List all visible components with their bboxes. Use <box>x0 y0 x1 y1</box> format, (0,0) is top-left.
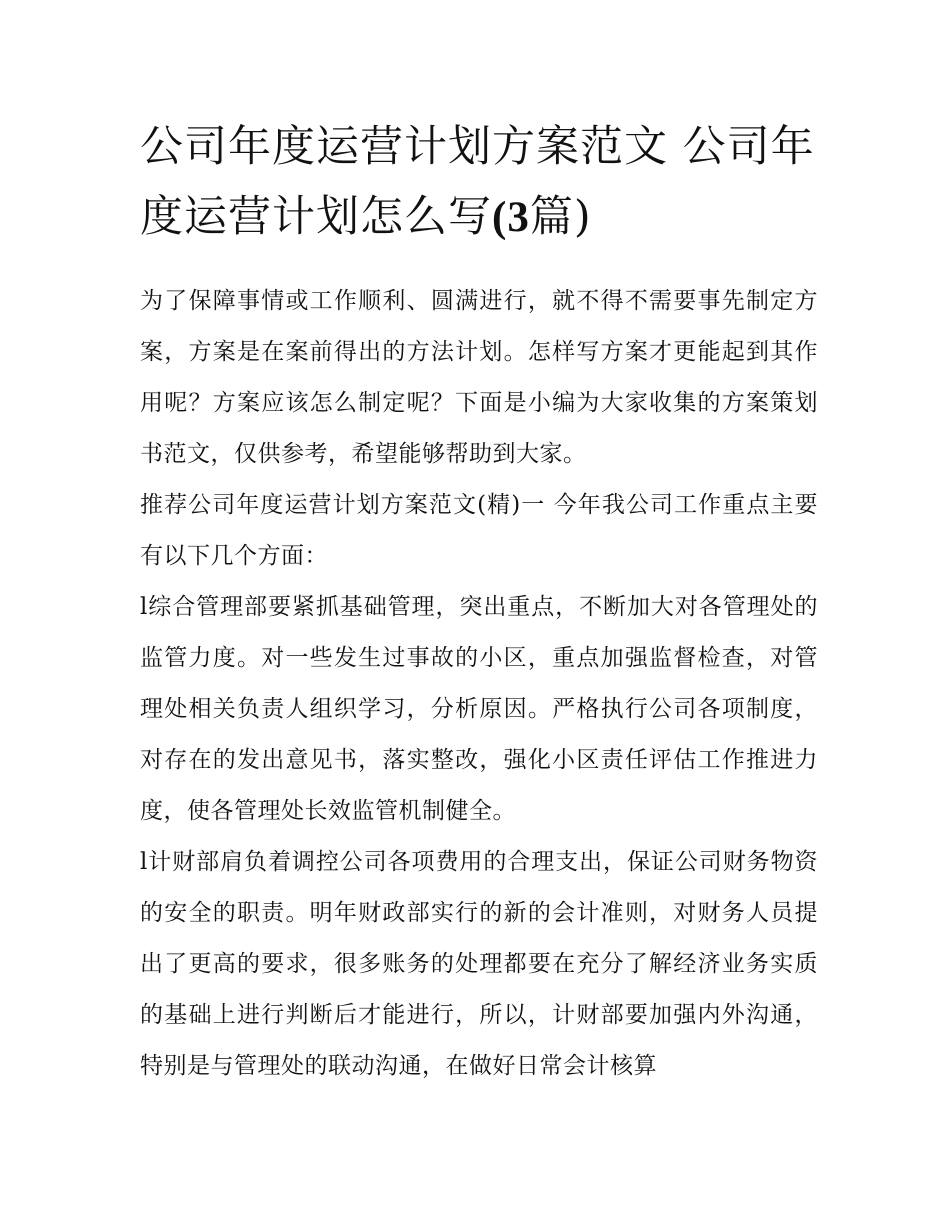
document-title <box>140 112 820 253</box>
section-heading-paragraph: 推荐公司年度运营计划方案范文(精)一 今年我公司工作重点主要有以下几个方面： <box>140 492 818 569</box>
title-count: (3 <box>492 194 530 241</box>
intro-paragraph: 为了保障事情或工作顺利、圆满进行，就不得不需要事先制定方案，方案是在案前得出的方法计划。怎样写方案才更能起到其作用呢？方案应该怎么制定呢？下面是小编为大家收集的方案策划书范文，仅供参考，希望能够帮助到大家。 <box>140 288 818 467</box>
title-text: 公司年度运营计划方案范文 公司年度运营计划怎么写 <box>140 122 815 242</box>
document-body <box>140 276 818 1092</box>
finance-paragraph: l计财部肩负着调控公司各项费用的合理支出，保证公司财务物资的安全的职责。明年财政部实行的新的会计准则，对财务人员提出了更高的要求，很多账务的处理都要在充分了解经济业务实质的基础上进行判断后才能进行，所以，计财部要加强内外沟通，特别是与管理处的联动沟通，在做好日常会计核算 <box>140 849 818 1079</box>
management-paragraph: l综合管理部要紧抓基础管理，突出重点，不断加大对各管理处的监管力度。对一些发生过事故的小区，重点加强监督检查，对管理处相关负责人组织学习，分析原因。严格执行公司各项制度，对存在的发出意见书，落实整改，强化小区责任评估工作推进力度，使各管理处长效监管机制健全。 <box>140 594 818 824</box>
title-suffix: 篇) <box>529 192 592 242</box>
